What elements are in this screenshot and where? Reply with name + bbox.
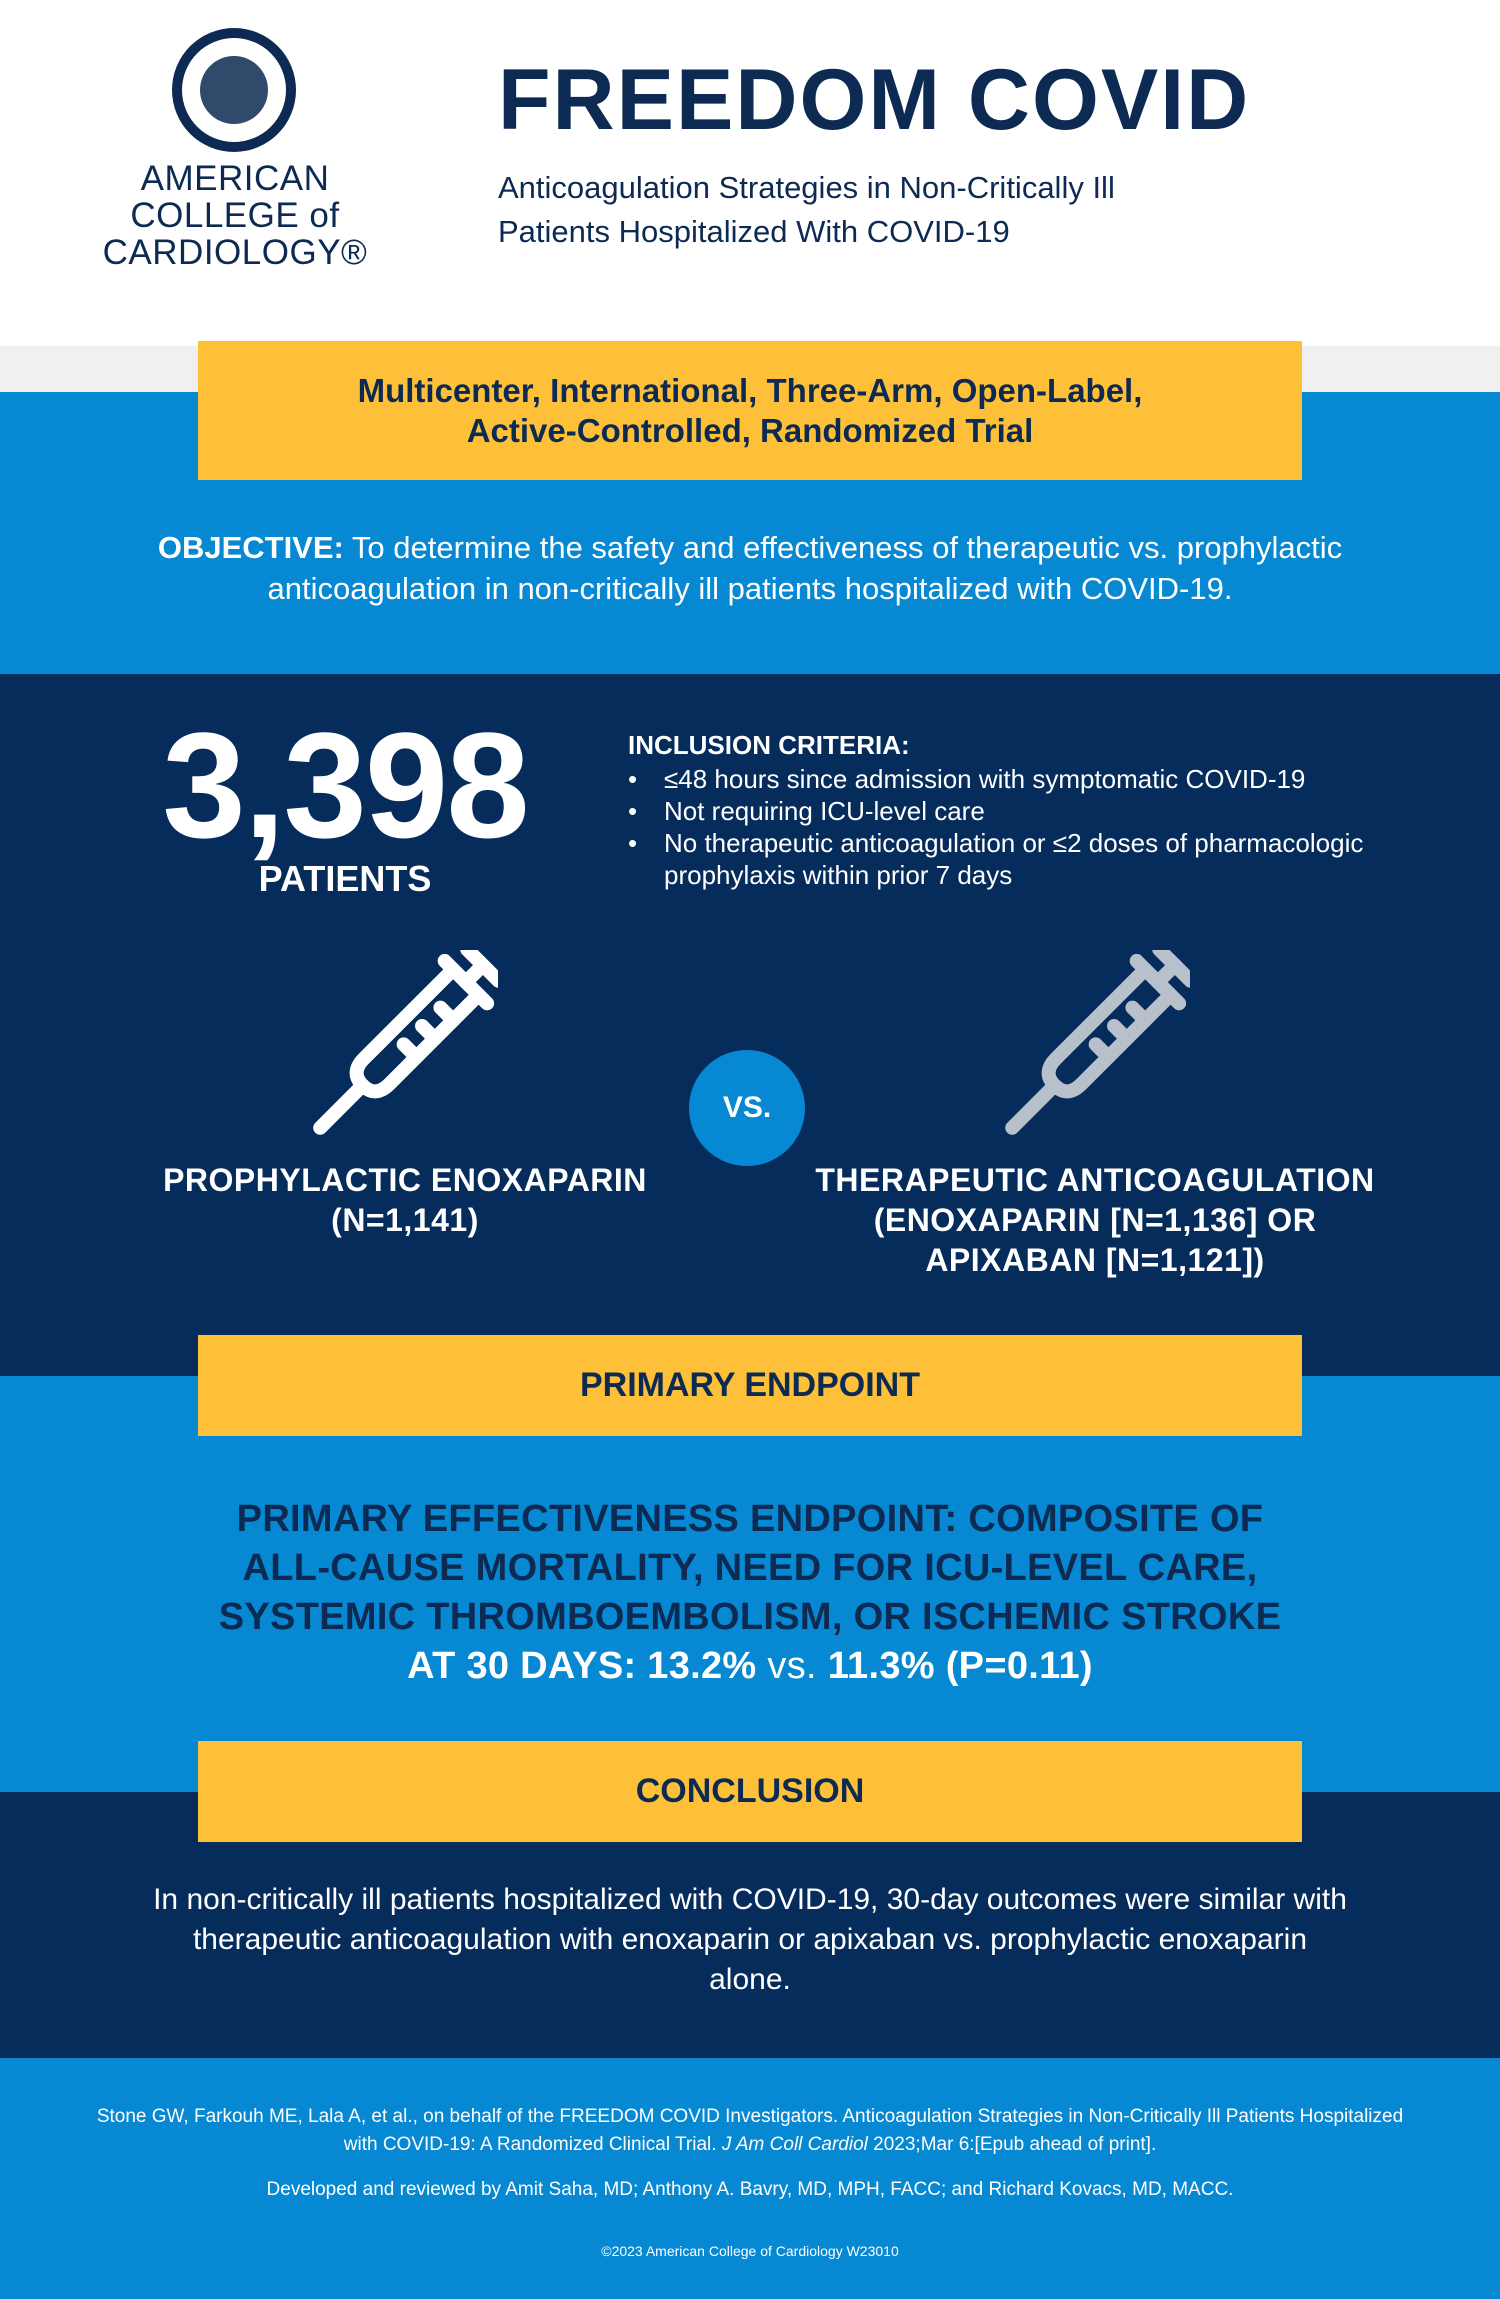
endpoint-result [150, 1642, 1350, 1691]
acc-logo-text [70, 160, 400, 271]
arm-count: (ENOXAPARIN [N=1,136] OR [873, 1202, 1317, 1238]
inclusion-heading: INCLUSION CRITERIA: [628, 730, 910, 760]
citation-journal: J Am Coll Cardiol [721, 2134, 868, 2155]
citation-text: Stone GW, Farkouh ME, Lala A, et al., on behalf of the FREEDOM COVID Investigators. Anticoagulation Strategies in Non-Critically Ill Patients Hospitalized with COVID-19: A Randomized Clinical Trial. [96, 2106, 1404, 2155]
therapeutic-arm [780, 1160, 1410, 1280]
inclusion-item: • ≤48 hours since admission with symptomatic COVID-19 [628, 763, 1408, 795]
inclusion-list [628, 763, 1408, 891]
result-control: 11.3% (P=0.11) [827, 1645, 1093, 1687]
logo-line: CARDIOLOGY® [102, 233, 368, 272]
syringe-icon [990, 950, 1190, 1150]
conclusion-text: In non-critically ill patients hospitalized with COVID-19, 30-day outcomes were similar with therapeutic anticoagulation with enoxaparin or apixaban vs. prophylactic enoxaparin alone. [153, 1883, 1347, 1996]
patient-count: 3,398 [162, 701, 528, 869]
inclusion-criteria [628, 727, 1408, 891]
inclusion-item: • Not requiring ICU-level care [628, 795, 1408, 827]
copyright: ©2023 American College of Cardiology W23010 [601, 2243, 899, 2259]
page-title: FREEDOM COVID [498, 52, 1251, 148]
arm-count: (N=1,141) [331, 1202, 479, 1238]
header [0, 0, 1500, 346]
prophylactic-arm [120, 1160, 690, 1240]
result-vs: vs. [756, 1645, 828, 1687]
objective [80, 527, 1420, 609]
page-subtitle [498, 166, 1298, 254]
subtitle-line: Patients Hospitalized With COVID-19 [498, 214, 1010, 249]
trial-design-line: Active-Controlled, Randomized Trial [466, 411, 1034, 449]
vs-badge: VS. [689, 1050, 805, 1166]
logo-line: COLLEGE of [130, 196, 340, 235]
patient-count-label: PATIENTS [258, 858, 432, 899]
developed-by: Developed and reviewed by Amit Saha, MD; Anthony A. Bavry, MD, MPH, FACC; and Richard Kovacs, MD, MACC. [266, 2179, 1234, 2200]
conclusion-heading: CONCLUSION [198, 1741, 1302, 1842]
primary-endpoint-text [150, 1495, 1350, 1691]
endpoint-line: PRIMARY EFFECTIVENESS ENDPOINT: COMPOSITE OF [236, 1498, 1264, 1540]
endpoint-line: ALL-CAUSE MORTALITY, NEED FOR ICU-LEVEL CARE, [242, 1547, 1258, 1589]
primary-endpoint-heading: PRIMARY ENDPOINT [198, 1335, 1302, 1436]
inclusion-item: • No therapeutic anticoagulation or ≤2 doses of pharmacologic prophylaxis within prior 7 days [628, 827, 1408, 891]
arm-count: APIXABAN [N=1,121]) [925, 1242, 1265, 1278]
trial-design-line: Multicenter, International, Three-Arm, Open-Label, [357, 371, 1143, 409]
syringe-icon [298, 950, 498, 1150]
logo-line: AMERICAN [140, 159, 330, 198]
acc-seal-logo [172, 28, 296, 152]
citation [80, 2103, 1420, 2159]
arm-label: THERAPEUTIC ANTICOAGULATION [815, 1162, 1375, 1198]
endpoint-line: SYSTEMIC THROMBOEMBOLISM, OR ISCHEMIC STROKE [218, 1596, 1282, 1638]
arm-label: PROPHYLACTIC ENOXAPARIN [163, 1162, 647, 1198]
subtitle-line: Anticoagulation Strategies in Non-Critically Ill [498, 170, 1115, 205]
objective-text: To determine the safety and effectiveness of therapeutic vs. prophylactic anticoagulation in non-critically ill patients hospitalized with COVID-19. [267, 530, 1343, 606]
citation-text: 2023;Mar 6:[Epub ahead of print]. [867, 2134, 1157, 2155]
result-treatment: AT 30 DAYS: 13.2% [407, 1645, 757, 1687]
trial-design-box [198, 341, 1302, 480]
objective-label: OBJECTIVE: [157, 530, 344, 565]
